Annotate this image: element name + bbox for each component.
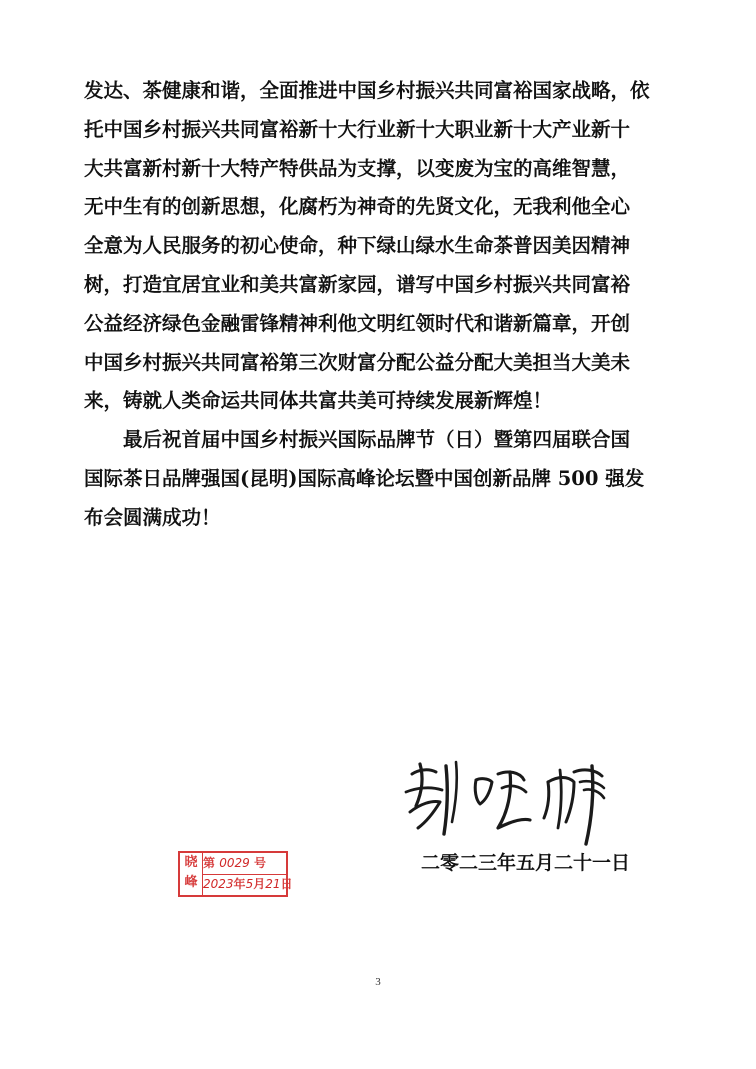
text-line: 来，铸就人类命运共同体共富共美可持续发展新辉煌！ (84, 389, 553, 413)
stamp-day-unit: 日 (280, 877, 293, 891)
stamp-number-suffix: 号 (253, 856, 266, 870)
stamp-day: 21 (265, 877, 281, 891)
page-number: 3 (375, 976, 381, 988)
paragraph-2 (84, 421, 674, 537)
text-line: 中国乡村振兴共同富裕第三次财富分配公益分配大美担当大美未 (84, 350, 631, 374)
text-line: 国际茶日品牌强国(昆明)国际高峰论坛暨中国创新品牌 500 强发 (84, 466, 645, 490)
stamp-number-row (203, 853, 286, 875)
paragraph-1 (84, 72, 674, 421)
stamp-year: 2023 (203, 877, 234, 891)
text-line: 全意为人民服务的初心使命，种下绿山绿水生命茶普因美因精神 (84, 234, 631, 258)
stamp-number-value: 0029 (219, 856, 250, 870)
text-line: 树，打造宜居宜业和美共富新家园，谱写中国乡村振兴共同富裕 (84, 272, 631, 296)
registration-stamp (178, 851, 293, 897)
text-line: 大共富新村新十大特产特供品为支撑，以变废为宝的高维智慧， (84, 156, 631, 180)
stamp-month-unit: 月 (253, 877, 266, 891)
text-line: 最后祝首届中国乡村振兴国际品牌节（日）暨第四届联合国 (123, 428, 631, 452)
stamp-date-row (203, 874, 293, 895)
stamp-year-unit: 年 (233, 877, 246, 891)
text-line: 托中国乡村振兴共同富裕新十大行业新十大职业新十大产业新十 (84, 117, 631, 141)
text-line: 公益经济绿色金融雷锋精神利他文明红领时代和谐新篇章，开创 (84, 311, 631, 335)
text-line: 布会圆满成功！ (84, 505, 221, 529)
stamp-month: 5 (245, 877, 254, 891)
text-line: 发达、茶健康和谐，全面推进中国乡村振兴共同富裕国家战略，依 (84, 79, 650, 102)
stamp-name: 晓峰 (180, 853, 203, 895)
stamp-number-prefix: 第 (203, 856, 216, 870)
text-line: 无中生有的创新思想，化腐朽为神奇的先贤文化，无我利他全心 (84, 195, 631, 219)
letter-date: 二零二三年五月二十一日 (421, 852, 631, 874)
letter-body (84, 72, 674, 538)
handwritten-signature (398, 752, 618, 847)
